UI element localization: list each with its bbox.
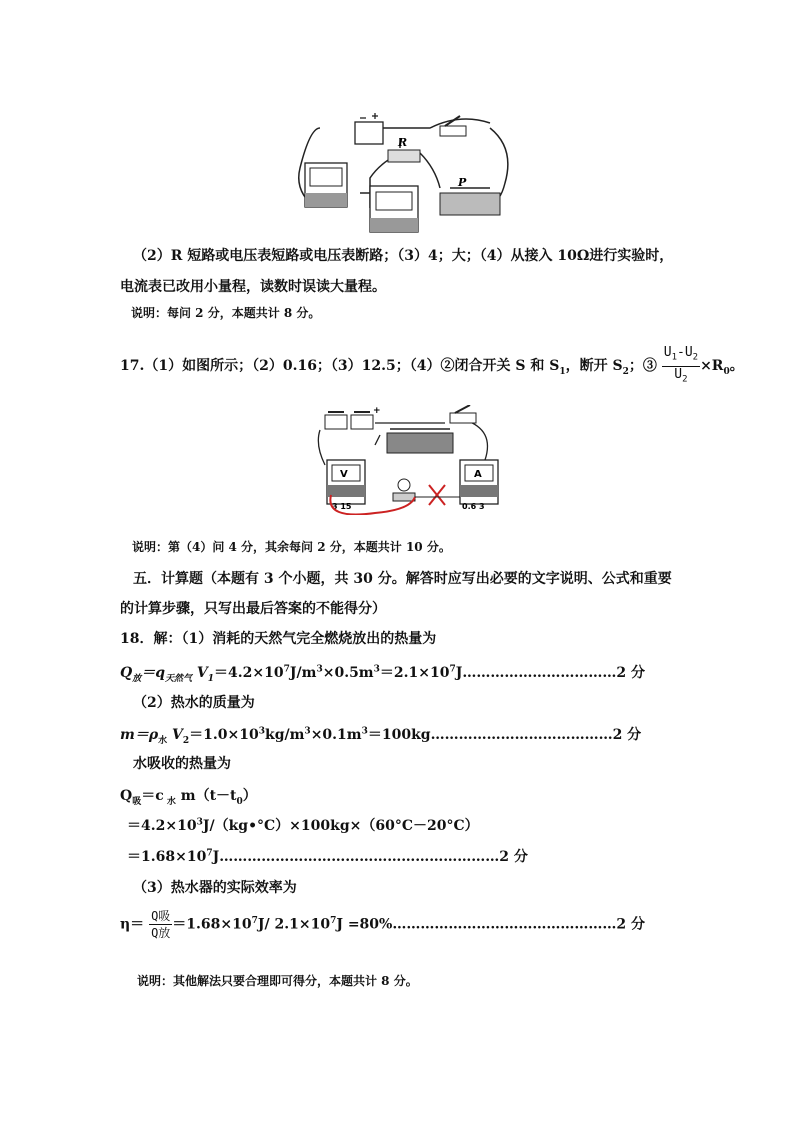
efficiency-fraction: $\frac{\text{Q吸}}{\text{Q放}}$ bbox=[151, 909, 171, 940]
q18-part2-heading: （2）热水的质量为 bbox=[133, 695, 255, 711]
ammeter-scale: 0.6 3 bbox=[462, 502, 485, 511]
q18-intro: 18．解：（1）消耗的天然气完全燃烧放出的热量为 bbox=[120, 631, 437, 647]
q17-note: 说明：第（4）问 4 分，其余每问 2 分，本题共计 10 分。 bbox=[132, 540, 451, 554]
q18-line3: $Q_吸=c$ $_水$ $m(t-t_0)$ bbox=[120, 788, 257, 807]
section5-heading-line1: 五．计算题（本题有 3 个小题，共 30 分。解答时应写出必要的文字说明、公式和重要 bbox=[133, 571, 672, 587]
label-r: R bbox=[398, 136, 408, 149]
q18-part3-heading: （3）热水器的实际效率为 bbox=[133, 880, 297, 896]
q16-line2: 电流表已改用小量程，读数时误读大量程。 bbox=[120, 279, 386, 295]
q16-line1: （2）R 短路或电压表短路或电压表断路；（3）4；大；（4）从接入 10Ω进行实验时， bbox=[133, 248, 674, 264]
q17-fraction: $\frac{U_1-U_2}{U_2}$ bbox=[663, 345, 699, 385]
svg-text:A: A bbox=[474, 469, 482, 480]
q18-line5: $=1.68\times 10^7J\dots\dots\dots\dots\dots\dots\dots\dots\dots\dots\dots\dots\dots\dots\dots\dots\dots\dots\dots\dots 2$ 分 bbox=[127, 848, 528, 865]
svg-text:+: + bbox=[373, 406, 381, 416]
label-p: P bbox=[458, 176, 467, 189]
q18-note: 说明：其他解法只要合理即可得分，本题共计 8 分。 bbox=[137, 974, 418, 988]
circuit-diagram-q17 bbox=[315, 405, 500, 515]
svg-text:V: V bbox=[340, 469, 348, 480]
voltmeter-scale: 3 15 bbox=[332, 502, 352, 511]
q18-efficiency: η＝ $\frac{\text{Q吸}}{\text{Q放}}$ $=1.68\times 10^7J/$ $2.1\times 10^7J$ =80%…………………………………………2 分 bbox=[120, 909, 645, 940]
q18-line1: $Q_放=q_{天然气}$ $V_1=4.2\times 10^7J/m^3\times 0.5m^3=2.1\times 10^7J\dots\dots\dots\dots\dots\dots\dots\dots\dots\dots\dots 2$ 分 bbox=[120, 664, 645, 684]
q17-answer: 17.（1）如图所示；（2）0.16；（3）12.5；（4）②闭合开关 S 和 $S_1$，断开 $S_2$；③ $\frac{U_1-U_2}{U_2}$ $\times R_0$。 bbox=[120, 345, 744, 387]
q16-note: 说明：每问 2 分，本题共计 8 分。 bbox=[131, 306, 321, 320]
q18-line2: $m=\rho_水$ $V_2=1.0\times 10^3kg/m^3\times 0.1m^3=100kg\dots\dots\dots\dots\dots\dots\dots\dots\dots\dots\dots\dots\dots 2$ 分 bbox=[120, 726, 642, 746]
q18-line4: $=4.2\times 10^3J/(kg•^\circ C)\times 100kg\times(60^\circ C-20^\circ C)$ bbox=[127, 817, 479, 834]
q18-absorb-heading: 水吸收的热量为 bbox=[133, 756, 231, 772]
section5-heading-line2: 的计算步骤，只写出最后答案的不能得分） bbox=[120, 601, 386, 617]
circuit-diagram-q16 bbox=[290, 108, 520, 238]
